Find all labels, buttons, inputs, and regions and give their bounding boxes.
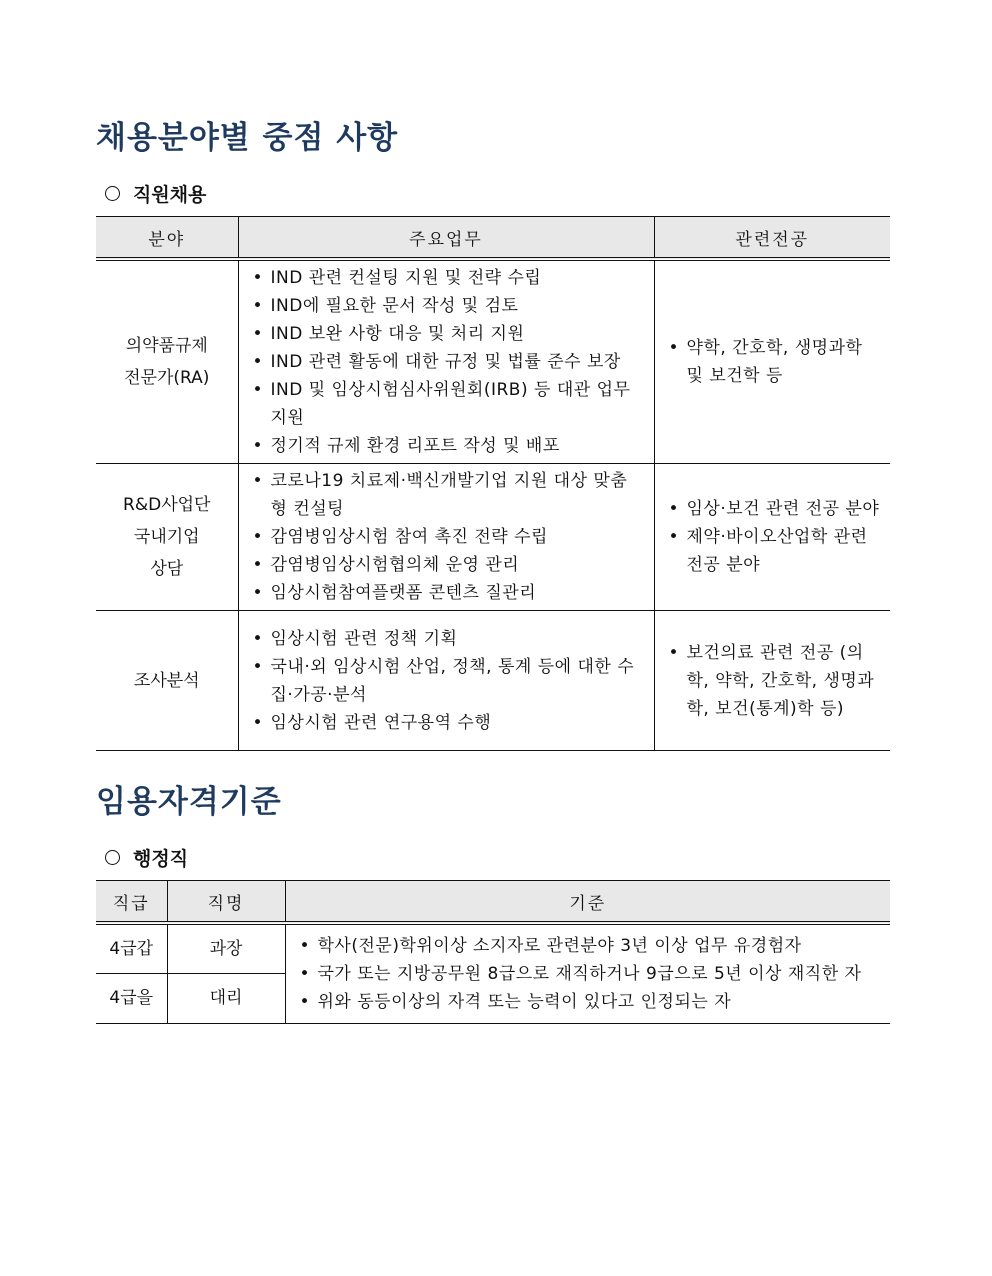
section1-subtitle — [105, 180, 206, 207]
table-row — [96, 464, 890, 611]
field-line: R&D사업단 — [123, 495, 211, 515]
list-item: • 임상시험 관련 연구용역 수행 — [245, 709, 644, 737]
field-cell — [96, 464, 238, 611]
majors-cell — [654, 259, 890, 464]
circle-bullet-icon — [105, 186, 120, 201]
field-line: 상담 — [150, 559, 184, 579]
list-item: • 정기적 규제 환경 리포트 작성 및 배포 — [245, 432, 644, 460]
table-row — [96, 259, 890, 464]
grade-cell: 4급갑 — [96, 923, 167, 973]
field-line: 조사분석 — [133, 670, 200, 691]
list-item: • 감염병임상시험협의체 운영 관리 — [245, 551, 644, 579]
field-cell — [96, 611, 238, 751]
majors-cell — [654, 464, 890, 611]
recruitment-table — [96, 216, 890, 751]
tasks-cell — [238, 464, 654, 611]
list-item: • IND에 필요한 문서 작성 및 검토 — [245, 292, 644, 320]
header-position: 직명 — [167, 881, 285, 924]
header-field: 분야 — [96, 217, 238, 260]
list-item: • IND 관련 컨설팅 지원 및 전략 수립 — [245, 264, 644, 292]
field-line: 의약품규제 — [125, 336, 208, 356]
list-item: • 학사(전문)학위이상 소지자로 관련분야 3년 이상 업무 유경험자 — [292, 932, 883, 960]
section2-title: 임용자격기준 — [96, 784, 282, 820]
field-line: 국내기업 — [133, 527, 200, 547]
qualification-table — [96, 880, 890, 1024]
section1-title: 채용분야별 중점 사항 — [96, 120, 399, 156]
grade-cell: 4급을 — [96, 973, 167, 1023]
list-item: • 위와 동등이상의 자격 또는 능력이 있다고 인정되는 자 — [292, 988, 883, 1016]
table-row — [96, 923, 890, 973]
header-tasks: 주요업무 — [238, 217, 654, 260]
table-row — [96, 611, 890, 751]
list-item: • IND 보완 사항 대응 및 처리 지원 — [245, 320, 644, 348]
section1-subtitle-text: 직원채용 — [133, 184, 207, 206]
list-item: • 임상·보건 관련 전공 분야 — [661, 495, 885, 523]
tasks-cell — [238, 611, 654, 751]
field-cell — [96, 259, 238, 464]
list-item: • IND 관련 활동에 대한 규정 및 법률 준수 보장 — [245, 348, 644, 376]
list-item: • 국가 또는 지방공무원 8급으로 재직하거나 9급으로 5년 이상 재직한 자 — [292, 960, 883, 988]
section2-subtitle — [105, 844, 188, 871]
list-item: • 국내·외 임상시험 산업, 정책, 통계 등에 대한 수집·가공·분석 — [245, 653, 644, 709]
list-item: • 약학, 간호학, 생명과학 및 보건학 등 — [661, 334, 885, 390]
section2-subtitle-text: 행정직 — [133, 848, 189, 870]
criteria-cell — [285, 923, 890, 1023]
header-criteria: 기준 — [285, 881, 890, 924]
list-item: • 임상시험참여플랫폼 콘텐츠 질관리 — [245, 579, 644, 607]
position-cell: 과장 — [167, 923, 285, 973]
circle-bullet-icon — [105, 850, 120, 865]
tasks-cell — [238, 259, 654, 464]
field-line: 전문가(RA) — [124, 368, 210, 388]
list-item: • 임상시험 관련 정책 기획 — [245, 625, 644, 653]
majors-cell — [654, 611, 890, 751]
list-item: • 제약·바이오산업학 관련 전공 분야 — [661, 523, 885, 579]
list-item: • IND 및 임상시험심사위원회(IRB) 등 대관 업무 지원 — [245, 376, 644, 432]
position-cell: 대리 — [167, 973, 285, 1023]
header-majors: 관련전공 — [654, 217, 890, 260]
table-header-row — [96, 881, 890, 924]
list-item: • 코로나19 치료제·백신개발기업 지원 대상 맞춤형 컨설팅 — [245, 467, 644, 523]
header-grade: 직급 — [96, 881, 167, 924]
list-item: • 감염병임상시험 참여 촉진 전략 수립 — [245, 523, 644, 551]
table-header-row — [96, 217, 890, 260]
list-item: • 보건의료 관련 전공 (의학, 약학, 간호학, 생명과학, 보건(통계)학 등) — [661, 639, 885, 723]
